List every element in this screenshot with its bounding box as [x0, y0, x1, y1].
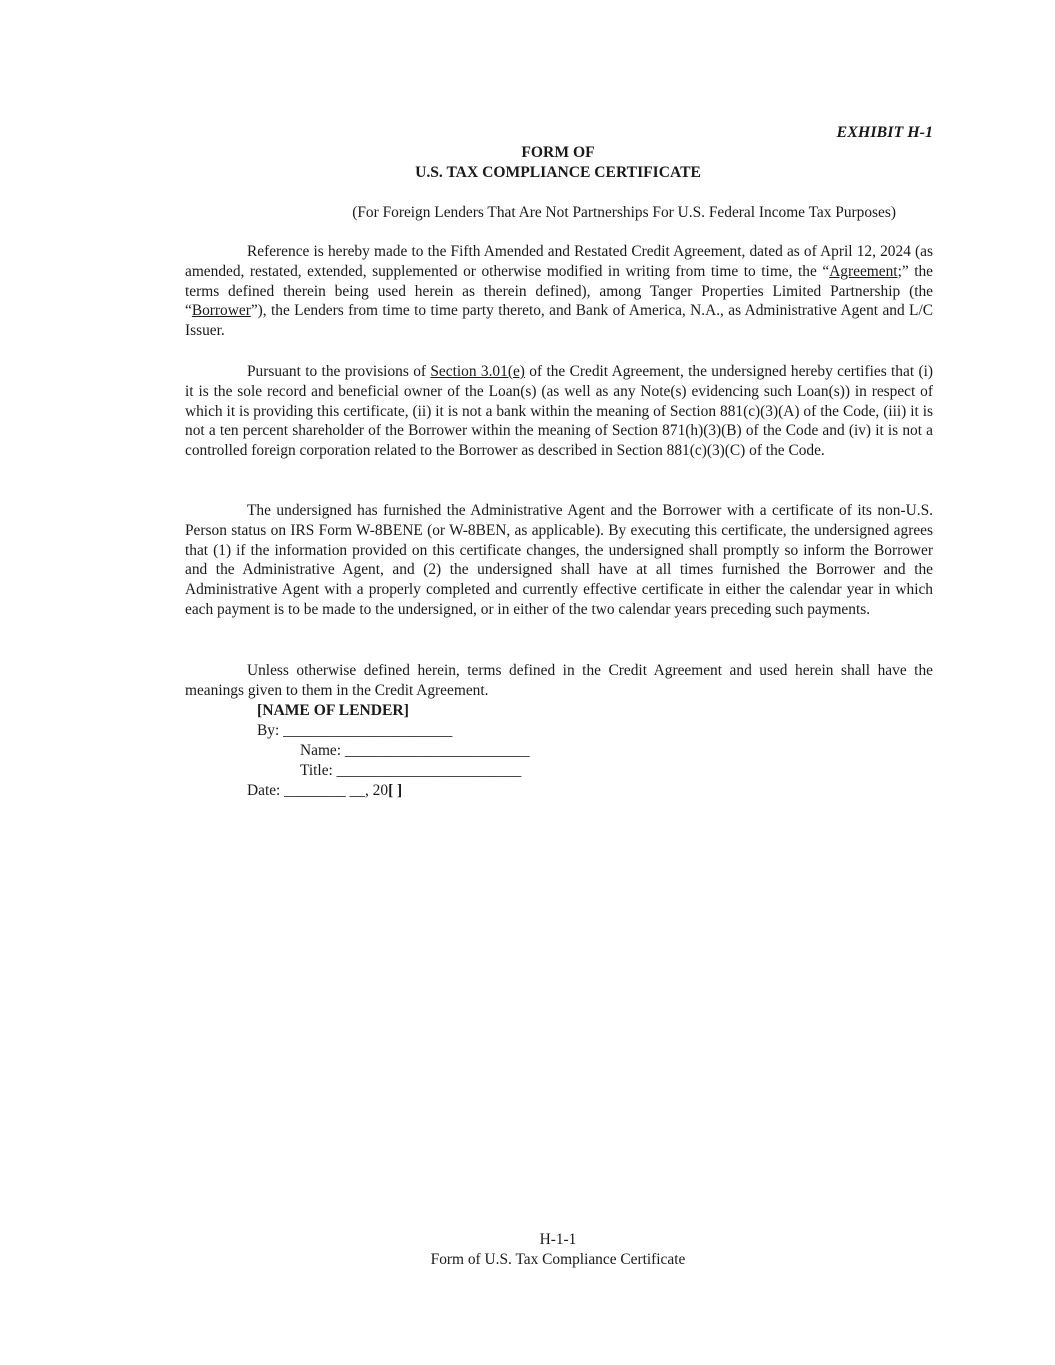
defined-term-borrower: Borrower	[191, 302, 251, 320]
name-line: Name: ________________________	[300, 742, 530, 759]
footer-form-name: Form of U.S. Tax Compliance Certificate	[430, 1251, 686, 1268]
date-year-bracket: [ ]	[388, 782, 403, 799]
defined-term-agreement: Agreement	[829, 262, 898, 280]
paragraph-certification	[185, 362, 933, 461]
page-number: H-1-1	[539, 1231, 577, 1248]
paragraph-definitions: Unless otherwise defined herein, terms defined in the Credit Agreement and used herein shall have the meanings given to them in the Credit Agreement.	[185, 662, 933, 699]
p1-text-a: Reference is hereby made to the Fifth Amended and Restated Credit Agreement, dated as of April 12, 2024 (as amended, restated, extended, supplemented or otherwise modified in writing from time to time, the “	[185, 243, 933, 280]
paragraph-furnished: The undersigned has furnished the Administrative Agent and the Borrower with a certificate of its non-U.S. Person status on IRS Form W-8BENE (or W-8BEN, as applicable). By executing this certificate, the undersigned agrees that (1) if the information provided on this certificate changes, the undersigned shall promptly so inform the Borrower and the Administrative Agent, and (2) the undersigned shall have at all times furnished the Borrower and the Administrative Agent with a properly completed and currently effective certificate in either the calendar year in which each payment is to be made to the undersigned, or in either of the two calendar years preceding such payments.	[185, 502, 933, 618]
date-line	[247, 781, 402, 801]
exhibit-label: EXHIBIT H-1	[836, 124, 933, 141]
p2-text-b: of the Credit Agreement, the undersigned hereby certifies that (i) it is the sole record and beneficial owner of the Loan(s) (as well as any Note(s) evidencing such Loan(s)) in respect of which it is providing this certificate, (ii) it is not a bank within the meaning of Section 881(c)(3)(A) of the Code, (iii) it is not a ten percent shareholder of the Borrower within the meaning of Section 871(h)(3)(B) of the Code and (iv) it is not a controlled foreign corporation related to the Borrower as described in Section 881(c)(3)(C) of the Code.	[185, 363, 933, 460]
form-subtitle: (For Foreign Lenders That Are Not Partnerships For U.S. Federal Income Tax Purposes)	[352, 204, 896, 221]
date-prefix: Date: ________ __, 20	[247, 782, 389, 799]
form-title-line2: U.S. TAX COMPLIANCE CERTIFICATE	[415, 164, 701, 181]
lender-name: [NAME OF LENDER]	[257, 702, 409, 719]
form-title-line1: FORM OF	[521, 144, 595, 161]
title-line: Title: ________________________	[300, 762, 522, 779]
paragraph-reference	[185, 242, 933, 341]
p1-text-b: ;” the terms defined therein being used herein as therein defined), among Tanger Properties Limited Partnership (the “	[185, 262, 934, 320]
p1-text-c: ”), the Lenders from time to time party thereto, and Bank of America, N.A., as Administrative Agent and L/C Issuer.	[185, 302, 933, 340]
by-signature-line: By: ______________________	[257, 722, 453, 739]
section-reference: Section 3.01(e)	[430, 363, 525, 380]
p2-text-a: Pursuant to the provisions of	[247, 363, 431, 380]
